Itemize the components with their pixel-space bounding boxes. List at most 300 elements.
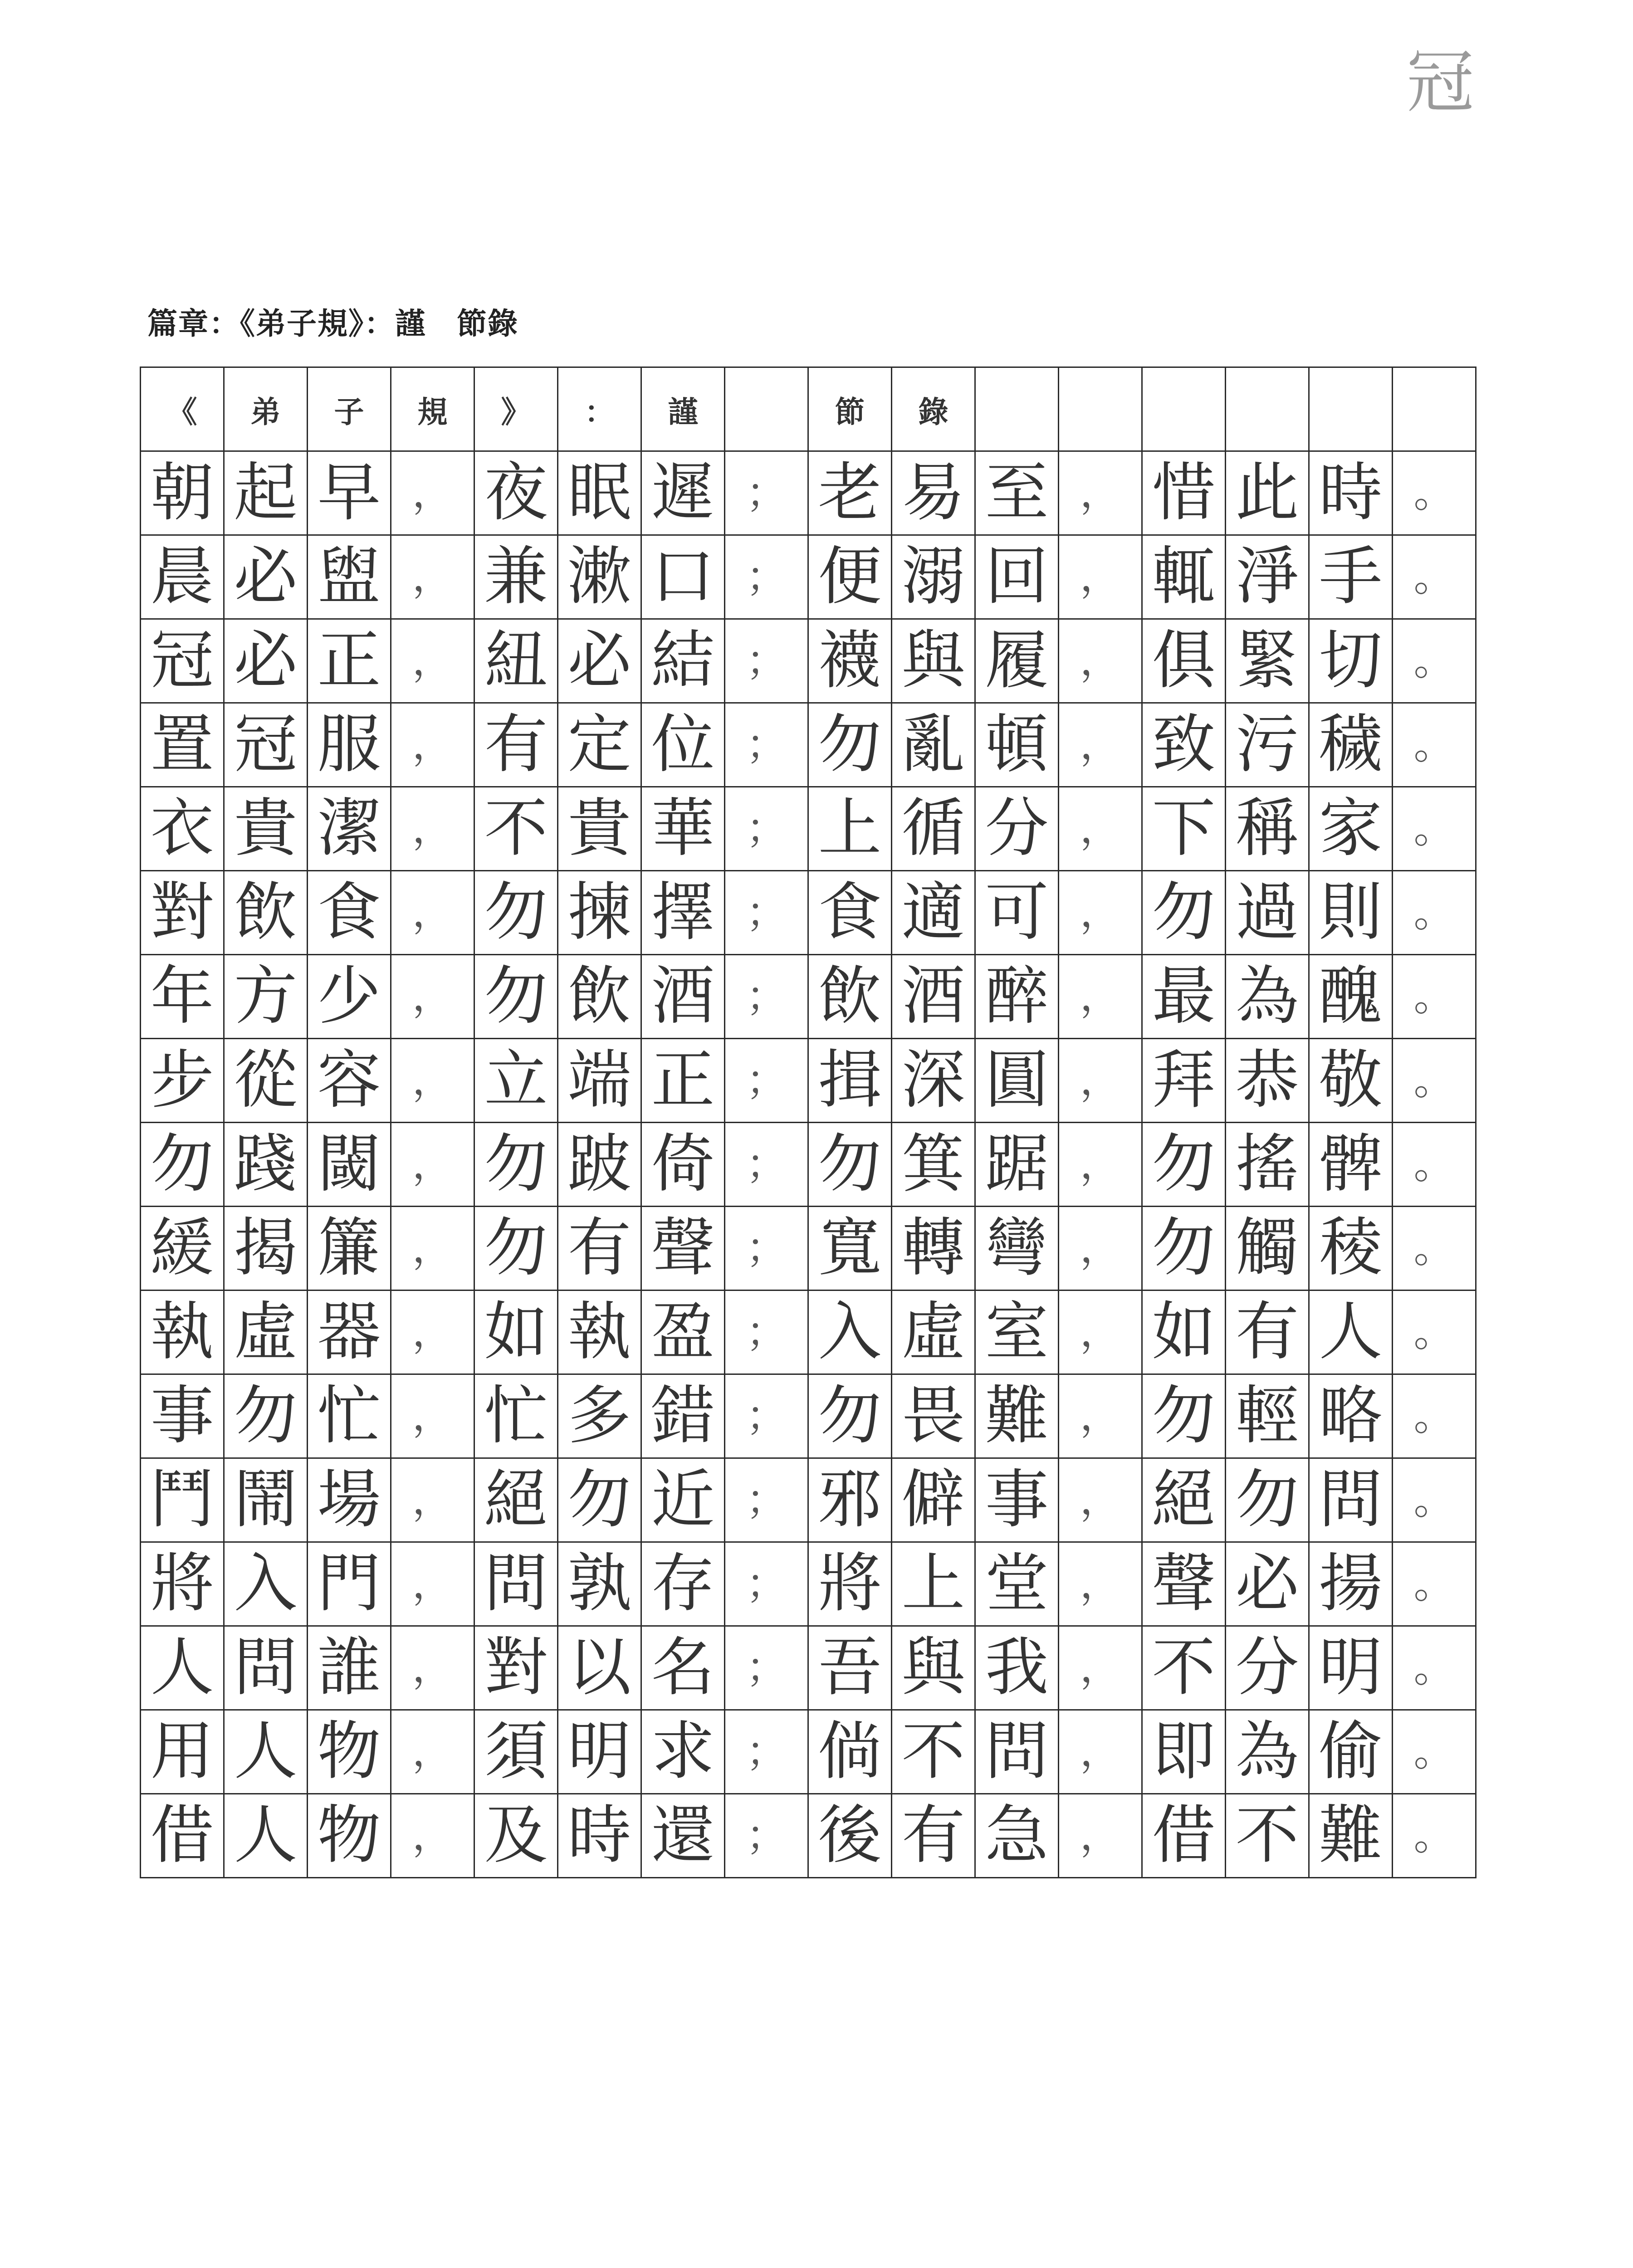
character-cell: 不 bbox=[892, 1710, 975, 1794]
punctuation-cell: ， bbox=[391, 787, 474, 871]
character-cell: 俱 bbox=[1142, 619, 1226, 703]
header-cell: 規 bbox=[391, 367, 474, 451]
character-cell: 勿 bbox=[808, 1123, 892, 1207]
character-cell: 堂 bbox=[975, 1542, 1059, 1626]
punctuation-cell: 。 bbox=[1393, 1710, 1476, 1794]
punctuation-cell: ； bbox=[725, 1374, 808, 1458]
character-cell: 醉 bbox=[975, 955, 1059, 1039]
character-cell: 場 bbox=[308, 1458, 391, 1542]
character-cell: 時 bbox=[1309, 451, 1393, 535]
header-cell bbox=[1142, 367, 1226, 451]
character-cell: 吾 bbox=[808, 1626, 892, 1710]
character-cell: 絕 bbox=[474, 1458, 558, 1542]
character-cell: 必 bbox=[224, 535, 308, 619]
character-cell: 物 bbox=[308, 1794, 391, 1878]
punctuation-cell: ， bbox=[391, 1542, 474, 1626]
character-cell: 穢 bbox=[1309, 703, 1393, 787]
character-cell: 飲 bbox=[224, 871, 308, 955]
character-cell: 觸 bbox=[1226, 1207, 1309, 1290]
character-cell: 事 bbox=[975, 1458, 1059, 1542]
character-cell: 切 bbox=[1309, 619, 1393, 703]
character-cell: 求 bbox=[641, 1710, 725, 1794]
character-cell: 後 bbox=[808, 1794, 892, 1878]
character-cell: 家 bbox=[1309, 787, 1393, 871]
character-cell: 不 bbox=[1226, 1794, 1309, 1878]
character-cell: 明 bbox=[558, 1710, 641, 1794]
punctuation-cell: ； bbox=[725, 1458, 808, 1542]
character-cell: 酒 bbox=[892, 955, 975, 1039]
character-cell: 人 bbox=[1309, 1290, 1393, 1374]
punctuation-cell: ， bbox=[1059, 871, 1142, 955]
character-cell: 忙 bbox=[308, 1374, 391, 1458]
character-cell: 至 bbox=[975, 451, 1059, 535]
character-cell: 不 bbox=[1142, 1626, 1226, 1710]
character-cell: 必 bbox=[224, 619, 308, 703]
punctuation-cell: ， bbox=[1059, 1290, 1142, 1374]
verse-row bbox=[141, 1039, 1476, 1123]
character-cell: 回 bbox=[975, 535, 1059, 619]
punctuation-cell: ； bbox=[725, 1123, 808, 1207]
character-cell: 華 bbox=[641, 787, 725, 871]
character-cell: 難 bbox=[1309, 1794, 1393, 1878]
character-cell: 孰 bbox=[558, 1542, 641, 1626]
character-cell: 置 bbox=[141, 703, 224, 787]
character-cell: 邪 bbox=[808, 1458, 892, 1542]
character-cell: 即 bbox=[1142, 1710, 1226, 1794]
punctuation-cell: ， bbox=[1059, 535, 1142, 619]
character-cell: 輕 bbox=[1226, 1374, 1309, 1458]
character-cell: 稜 bbox=[1309, 1207, 1393, 1290]
punctuation-cell: ， bbox=[391, 1710, 474, 1794]
punctuation-cell: 。 bbox=[1393, 619, 1476, 703]
punctuation-cell: ， bbox=[391, 535, 474, 619]
punctuation-cell: ， bbox=[391, 955, 474, 1039]
character-cell: 漱 bbox=[558, 535, 641, 619]
punctuation-cell: 。 bbox=[1393, 1039, 1476, 1123]
verse-row bbox=[141, 451, 1476, 535]
character-cell: 有 bbox=[558, 1207, 641, 1290]
character-cell: 不 bbox=[474, 787, 558, 871]
character-cell: 轉 bbox=[892, 1207, 975, 1290]
punctuation-cell: 。 bbox=[1393, 1542, 1476, 1626]
punctuation-cell: ， bbox=[391, 1374, 474, 1458]
punctuation-cell: 。 bbox=[1393, 1290, 1476, 1374]
character-cell: 晨 bbox=[141, 535, 224, 619]
punctuation-cell: ， bbox=[1059, 1374, 1142, 1458]
character-cell: 潔 bbox=[308, 787, 391, 871]
punctuation-cell: ； bbox=[725, 1207, 808, 1290]
character-cell: 容 bbox=[308, 1039, 391, 1123]
character-cell: 惜 bbox=[1142, 451, 1226, 535]
character-cell: 冠 bbox=[224, 703, 308, 787]
page-title: 篇章：《弟子規》：謹 節錄 bbox=[147, 306, 518, 341]
character-cell: 揖 bbox=[808, 1039, 892, 1123]
punctuation-cell: ； bbox=[725, 451, 808, 535]
character-cell: 搖 bbox=[1226, 1123, 1309, 1207]
punctuation-cell: ， bbox=[391, 1458, 474, 1542]
character-cell: 分 bbox=[1226, 1626, 1309, 1710]
verse-row bbox=[141, 1710, 1476, 1794]
character-cell: 髀 bbox=[1309, 1123, 1393, 1207]
character-cell: 偷 bbox=[1309, 1710, 1393, 1794]
header-cell bbox=[725, 367, 808, 451]
character-cell: 上 bbox=[808, 787, 892, 871]
verse-row bbox=[141, 1207, 1476, 1290]
character-cell: 圓 bbox=[975, 1039, 1059, 1123]
character-cell: 執 bbox=[558, 1290, 641, 1374]
header-cell: 謹 bbox=[641, 367, 725, 451]
character-cell: 勿 bbox=[808, 1374, 892, 1458]
character-cell: 時 bbox=[558, 1794, 641, 1878]
header-cell bbox=[1226, 367, 1309, 451]
character-cell: 近 bbox=[641, 1458, 725, 1542]
character-cell: 有 bbox=[1226, 1290, 1309, 1374]
punctuation-cell: 。 bbox=[1393, 871, 1476, 955]
punctuation-cell: ， bbox=[1059, 619, 1142, 703]
punctuation-cell: ； bbox=[725, 1290, 808, 1374]
character-cell: 盥 bbox=[308, 535, 391, 619]
header-cell: 子 bbox=[308, 367, 391, 451]
character-cell: 飲 bbox=[558, 955, 641, 1039]
punctuation-cell: ， bbox=[391, 451, 474, 535]
character-cell: 問 bbox=[1309, 1458, 1393, 1542]
character-cell: 聲 bbox=[1142, 1542, 1226, 1626]
character-cell: 服 bbox=[308, 703, 391, 787]
punctuation-cell: ， bbox=[1059, 1207, 1142, 1290]
character-cell: 執 bbox=[141, 1290, 224, 1374]
verse-row bbox=[141, 535, 1476, 619]
punctuation-cell: 。 bbox=[1393, 1626, 1476, 1710]
character-cell: 飲 bbox=[808, 955, 892, 1039]
character-cell: 有 bbox=[474, 703, 558, 787]
character-cell: 問 bbox=[224, 1626, 308, 1710]
verse-row bbox=[141, 1626, 1476, 1710]
character-cell: 難 bbox=[975, 1374, 1059, 1458]
character-cell: 食 bbox=[308, 871, 391, 955]
character-cell: 輒 bbox=[1142, 535, 1226, 619]
character-cell: 貴 bbox=[558, 787, 641, 871]
character-cell: 簾 bbox=[308, 1207, 391, 1290]
character-cell: 適 bbox=[892, 871, 975, 955]
character-cell: 踞 bbox=[975, 1123, 1059, 1207]
punctuation-cell: ， bbox=[391, 1207, 474, 1290]
character-cell: 端 bbox=[558, 1039, 641, 1123]
punctuation-cell: ； bbox=[725, 619, 808, 703]
character-cell: 可 bbox=[975, 871, 1059, 955]
character-cell: 亂 bbox=[892, 703, 975, 787]
character-cell: 略 bbox=[1309, 1374, 1393, 1458]
verse-row bbox=[141, 619, 1476, 703]
character-cell: 門 bbox=[308, 1542, 391, 1626]
character-cell: 問 bbox=[975, 1710, 1059, 1794]
character-cell: 勿 bbox=[474, 1207, 558, 1290]
character-cell: 溺 bbox=[892, 535, 975, 619]
header-cell: 弟 bbox=[224, 367, 308, 451]
character-cell: 鬧 bbox=[224, 1458, 308, 1542]
handwritten-corner-mark: 冠 bbox=[1406, 43, 1475, 122]
character-cell: 年 bbox=[141, 955, 224, 1039]
punctuation-cell: ， bbox=[1059, 1626, 1142, 1710]
character-cell: 襪 bbox=[808, 619, 892, 703]
character-cell: 勿 bbox=[1142, 1123, 1226, 1207]
character-cell: 正 bbox=[641, 1039, 725, 1123]
character-cell: 忙 bbox=[474, 1374, 558, 1458]
punctuation-cell: 。 bbox=[1393, 1794, 1476, 1878]
character-cell: 名 bbox=[641, 1626, 725, 1710]
character-cell: 以 bbox=[558, 1626, 641, 1710]
character-cell: 踐 bbox=[224, 1123, 308, 1207]
punctuation-cell: ； bbox=[725, 1626, 808, 1710]
punctuation-cell: ， bbox=[1059, 1458, 1142, 1542]
punctuation-cell: 。 bbox=[1393, 1374, 1476, 1458]
punctuation-cell: 。 bbox=[1393, 1123, 1476, 1207]
punctuation-cell: ； bbox=[725, 871, 808, 955]
character-cell: 存 bbox=[641, 1542, 725, 1626]
header-cell: 錄 bbox=[892, 367, 975, 451]
character-cell: 與 bbox=[892, 1626, 975, 1710]
character-cell: 揭 bbox=[224, 1207, 308, 1290]
character-cell: 酒 bbox=[641, 955, 725, 1039]
character-cell: 虛 bbox=[892, 1290, 975, 1374]
character-cell: 勿 bbox=[1142, 871, 1226, 955]
punctuation-cell: ； bbox=[725, 535, 808, 619]
punctuation-cell: ， bbox=[1059, 703, 1142, 787]
character-cell: 明 bbox=[1309, 1626, 1393, 1710]
character-cell: 聲 bbox=[641, 1207, 725, 1290]
character-cell: 勿 bbox=[1226, 1458, 1309, 1542]
verse-row bbox=[141, 1458, 1476, 1542]
punctuation-cell: ， bbox=[1059, 955, 1142, 1039]
character-cell: 與 bbox=[892, 619, 975, 703]
character-cell: 揀 bbox=[558, 871, 641, 955]
character-cell: 敬 bbox=[1309, 1039, 1393, 1123]
character-cell: 問 bbox=[474, 1542, 558, 1626]
character-cell: 便 bbox=[808, 535, 892, 619]
character-cell: 遲 bbox=[641, 451, 725, 535]
character-cell: 位 bbox=[641, 703, 725, 787]
punctuation-cell: ； bbox=[725, 1542, 808, 1626]
character-cell: 須 bbox=[474, 1710, 558, 1794]
character-cell: 下 bbox=[1142, 787, 1226, 871]
header-cell: 節 bbox=[808, 367, 892, 451]
verse-row bbox=[141, 1794, 1476, 1878]
character-cell: 勿 bbox=[558, 1458, 641, 1542]
character-cell: 為 bbox=[1226, 955, 1309, 1039]
character-cell: 恭 bbox=[1226, 1039, 1309, 1123]
character-cell: 錯 bbox=[641, 1374, 725, 1458]
header-cell: ： bbox=[558, 367, 641, 451]
character-cell: 從 bbox=[224, 1039, 308, 1123]
character-cell: 少 bbox=[308, 955, 391, 1039]
character-cell: 寬 bbox=[808, 1207, 892, 1290]
punctuation-cell: ； bbox=[725, 1039, 808, 1123]
punctuation-cell: ； bbox=[725, 787, 808, 871]
verse-row bbox=[141, 1542, 1476, 1626]
character-cell: 口 bbox=[641, 535, 725, 619]
character-cell: 如 bbox=[474, 1290, 558, 1374]
punctuation-cell: ， bbox=[391, 1039, 474, 1123]
character-cell: 定 bbox=[558, 703, 641, 787]
character-cell: 閾 bbox=[308, 1123, 391, 1207]
punctuation-cell: ； bbox=[725, 703, 808, 787]
character-cell: 入 bbox=[224, 1542, 308, 1626]
character-cell: 僻 bbox=[892, 1458, 975, 1542]
character-cell: 則 bbox=[1309, 871, 1393, 955]
character-cell: 人 bbox=[224, 1794, 308, 1878]
character-cell: 拜 bbox=[1142, 1039, 1226, 1123]
character-cell: 絕 bbox=[1142, 1458, 1226, 1542]
punctuation-cell: ， bbox=[391, 1290, 474, 1374]
punctuation-cell: ， bbox=[1059, 1542, 1142, 1626]
character-cell: 勿 bbox=[474, 871, 558, 955]
punctuation-cell: ， bbox=[391, 703, 474, 787]
character-cell: 緊 bbox=[1226, 619, 1309, 703]
character-cell: 結 bbox=[641, 619, 725, 703]
character-cell: 立 bbox=[474, 1039, 558, 1123]
punctuation-cell: ； bbox=[725, 1794, 808, 1878]
character-cell: 器 bbox=[308, 1290, 391, 1374]
character-cell: 稱 bbox=[1226, 787, 1309, 871]
character-cell: 事 bbox=[141, 1374, 224, 1458]
character-cell: 衣 bbox=[141, 787, 224, 871]
character-cell: 手 bbox=[1309, 535, 1393, 619]
character-cell: 勿 bbox=[224, 1374, 308, 1458]
punctuation-cell: ， bbox=[1059, 1710, 1142, 1794]
character-cell: 為 bbox=[1226, 1710, 1309, 1794]
punctuation-cell: 。 bbox=[1393, 451, 1476, 535]
character-cell: 夜 bbox=[474, 451, 558, 535]
character-cell: 擇 bbox=[641, 871, 725, 955]
character-cell: 勿 bbox=[474, 1123, 558, 1207]
character-cell: 及 bbox=[474, 1794, 558, 1878]
character-cell: 上 bbox=[892, 1542, 975, 1626]
character-cell: 兼 bbox=[474, 535, 558, 619]
character-cell: 倘 bbox=[808, 1710, 892, 1794]
punctuation-cell: ， bbox=[391, 871, 474, 955]
verse-row bbox=[141, 703, 1476, 787]
punctuation-cell: 。 bbox=[1393, 955, 1476, 1039]
header-cell: 》 bbox=[474, 367, 558, 451]
character-cell: 用 bbox=[141, 1710, 224, 1794]
character-cell: 冠 bbox=[141, 619, 224, 703]
character-cell: 淨 bbox=[1226, 535, 1309, 619]
punctuation-cell: 。 bbox=[1393, 787, 1476, 871]
character-cell: 分 bbox=[975, 787, 1059, 871]
verse-row bbox=[141, 955, 1476, 1039]
character-cell: 盈 bbox=[641, 1290, 725, 1374]
character-cell: 此 bbox=[1226, 451, 1309, 535]
character-cell: 如 bbox=[1142, 1290, 1226, 1374]
verse-row bbox=[141, 1290, 1476, 1374]
character-cell: 還 bbox=[641, 1794, 725, 1878]
punctuation-cell: ， bbox=[1059, 1039, 1142, 1123]
character-cell: 方 bbox=[224, 955, 308, 1039]
header-cell bbox=[1059, 367, 1142, 451]
character-cell: 老 bbox=[808, 451, 892, 535]
character-cell: 醜 bbox=[1309, 955, 1393, 1039]
character-cell: 必 bbox=[1226, 1542, 1309, 1626]
punctuation-cell: 。 bbox=[1393, 1458, 1476, 1542]
character-cell: 勿 bbox=[1142, 1374, 1226, 1458]
punctuation-cell: ； bbox=[725, 1710, 808, 1794]
punctuation-cell: ， bbox=[391, 1794, 474, 1878]
character-cell: 紐 bbox=[474, 619, 558, 703]
punctuation-cell: ， bbox=[391, 619, 474, 703]
header-cell bbox=[975, 367, 1059, 451]
character-cell: 步 bbox=[141, 1039, 224, 1123]
character-cell: 有 bbox=[892, 1794, 975, 1878]
character-cell: 將 bbox=[141, 1542, 224, 1626]
punctuation-cell: ， bbox=[1059, 1123, 1142, 1207]
character-cell: 朝 bbox=[141, 451, 224, 535]
character-cell: 彎 bbox=[975, 1207, 1059, 1290]
character-cell: 入 bbox=[808, 1290, 892, 1374]
character-cell: 鬥 bbox=[141, 1458, 224, 1542]
verse-row bbox=[141, 871, 1476, 955]
character-cell: 深 bbox=[892, 1039, 975, 1123]
header-cell bbox=[1393, 367, 1476, 451]
character-cell: 易 bbox=[892, 451, 975, 535]
character-cell: 最 bbox=[1142, 955, 1226, 1039]
punctuation-cell: ， bbox=[1059, 451, 1142, 535]
character-cell: 過 bbox=[1226, 871, 1309, 955]
character-cell: 勿 bbox=[474, 955, 558, 1039]
character-cell: 倚 bbox=[641, 1123, 725, 1207]
character-cell: 將 bbox=[808, 1542, 892, 1626]
character-cell: 借 bbox=[141, 1794, 224, 1878]
character-cell: 頓 bbox=[975, 703, 1059, 787]
character-cell: 勿 bbox=[808, 703, 892, 787]
character-cell: 勿 bbox=[141, 1123, 224, 1207]
verse-row bbox=[141, 1123, 1476, 1207]
punctuation-cell: 。 bbox=[1393, 535, 1476, 619]
character-cell: 起 bbox=[224, 451, 308, 535]
character-cell: 勿 bbox=[1142, 1207, 1226, 1290]
character-cell: 貴 bbox=[224, 787, 308, 871]
character-cell: 正 bbox=[308, 619, 391, 703]
character-cell: 早 bbox=[308, 451, 391, 535]
character-cell: 對 bbox=[474, 1626, 558, 1710]
punctuation-cell: ； bbox=[725, 955, 808, 1039]
header-cell bbox=[1309, 367, 1393, 451]
header-row bbox=[141, 367, 1476, 451]
punctuation-cell: ， bbox=[1059, 1794, 1142, 1878]
character-cell: 人 bbox=[224, 1710, 308, 1794]
character-cell: 履 bbox=[975, 619, 1059, 703]
copybook-grid bbox=[140, 367, 1477, 1878]
verse-row bbox=[141, 787, 1476, 871]
character-cell: 室 bbox=[975, 1290, 1059, 1374]
punctuation-cell: ， bbox=[1059, 787, 1142, 871]
character-cell: 急 bbox=[975, 1794, 1059, 1878]
character-cell: 畏 bbox=[892, 1374, 975, 1458]
character-cell: 虛 bbox=[224, 1290, 308, 1374]
character-cell: 對 bbox=[141, 871, 224, 955]
punctuation-cell: 。 bbox=[1393, 703, 1476, 787]
character-cell: 揚 bbox=[1309, 1542, 1393, 1626]
punctuation-cell: 。 bbox=[1393, 1207, 1476, 1290]
character-cell: 箕 bbox=[892, 1123, 975, 1207]
character-cell: 人 bbox=[141, 1626, 224, 1710]
character-cell: 物 bbox=[308, 1710, 391, 1794]
character-cell: 食 bbox=[808, 871, 892, 955]
character-cell: 誰 bbox=[308, 1626, 391, 1710]
character-cell: 跛 bbox=[558, 1123, 641, 1207]
character-cell: 緩 bbox=[141, 1207, 224, 1290]
verse-row bbox=[141, 1374, 1476, 1458]
character-cell: 循 bbox=[892, 787, 975, 871]
character-cell: 借 bbox=[1142, 1794, 1226, 1878]
